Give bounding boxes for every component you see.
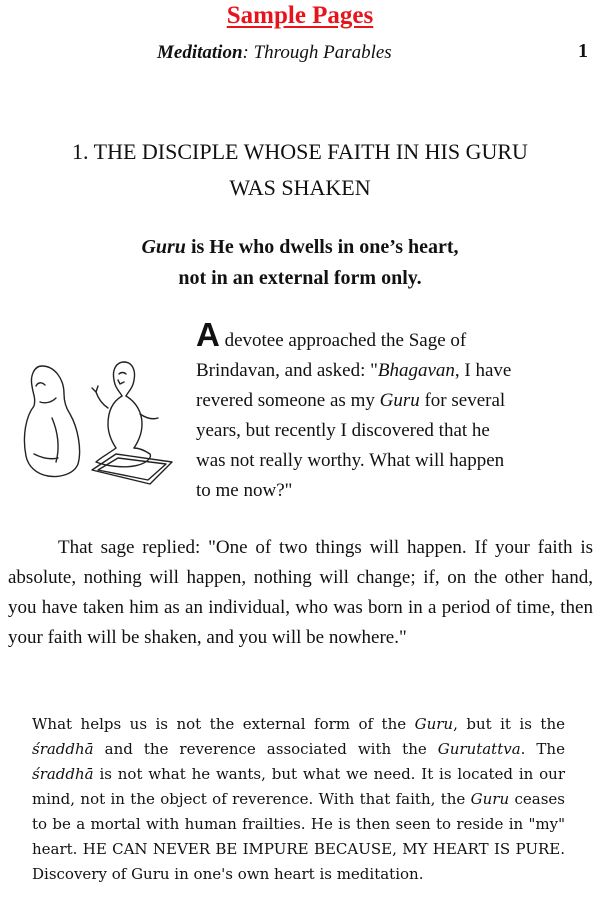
sample-pages-banner bbox=[0, 2, 600, 30]
chapter-title bbox=[0, 134, 600, 206]
intro-line2-post: , I have bbox=[454, 360, 512, 381]
epigraph bbox=[0, 232, 600, 294]
epigraph-guru-word: Guru bbox=[141, 236, 186, 258]
note-part1: What helps us is not the external form of the bbox=[32, 715, 415, 733]
page-number: 1 bbox=[578, 40, 588, 62]
note-guru-word2: Guru bbox=[470, 790, 510, 808]
epigraph-line2: not in an external form only. bbox=[178, 267, 422, 289]
running-head bbox=[157, 42, 392, 64]
note-sraddha-word1: śraddhā bbox=[32, 740, 94, 758]
intro-line3-pre: revered someone as my bbox=[196, 390, 380, 411]
epigraph-line1 bbox=[0, 232, 600, 263]
note-part2: , but it is the bbox=[453, 715, 565, 733]
drop-cap: A bbox=[196, 316, 220, 353]
running-head-title-bold: Meditation bbox=[157, 42, 243, 63]
note-part5: is not what he wants, but what we need. It is located in our mind, not in the object of reverence. With that faith, the bbox=[32, 765, 565, 808]
intro-line2-pre: Brindavan, and asked: " bbox=[196, 360, 378, 381]
intro-guru-word: Guru bbox=[379, 390, 420, 411]
intro-first-line: devotee approached the Sage of bbox=[219, 330, 467, 351]
bhagavan-word: Bhagavan bbox=[377, 360, 455, 381]
intro-line2 bbox=[196, 356, 594, 386]
note-sraddha-word2: śraddhā bbox=[32, 765, 94, 783]
note-guru-word1: Guru bbox=[414, 715, 454, 733]
intro-paragraph bbox=[196, 316, 594, 506]
note-gurutattva-word: Gurutattva bbox=[437, 740, 521, 758]
note-part4: . The bbox=[520, 740, 565, 758]
intro-line3 bbox=[196, 386, 594, 416]
chapter-title-line2: WAS SHAKEN bbox=[229, 175, 371, 200]
note-part6: ceases to be a mortal with human frailties. He is then seen to reside in "my" heart. HE CAN NEVER BE IMPURE BECAUSE, MY HEART IS PURE. Discovery of Guru in one's own heart is meditation. bbox=[32, 790, 565, 883]
running-head-title-rest: : Through Parables bbox=[242, 42, 392, 63]
sage-reply-paragraph: That sage replied: "One of two things will happen. If your faith is absolute, nothing will happen, nothing will change; if, on the other hand, you have taken him as an individual, who was born in a period of time, then your faith will be shaken, and you will be nowhere." bbox=[8, 537, 593, 648]
sage-and-disciple-illustration bbox=[12, 358, 192, 488]
epigraph-line1-rest: is He who dwells in one’s heart, bbox=[185, 236, 459, 258]
intro-line4: years, but recently I discovered that he bbox=[196, 420, 490, 441]
intro-line6: to me now?" bbox=[196, 480, 293, 501]
note-part3: and the reverence associated with the bbox=[93, 740, 438, 758]
chapter-title-line1: 1. THE DISCIPLE WHOSE FAITH IN HIS GURU bbox=[72, 139, 528, 164]
banner-text: Sample Pages bbox=[226, 2, 374, 29]
intro-line3-post: for several bbox=[419, 390, 506, 411]
commentary-paragraph bbox=[32, 712, 565, 887]
intro-line1 bbox=[196, 316, 594, 356]
intro-line5: was not really worthy. What will happen bbox=[196, 450, 505, 471]
